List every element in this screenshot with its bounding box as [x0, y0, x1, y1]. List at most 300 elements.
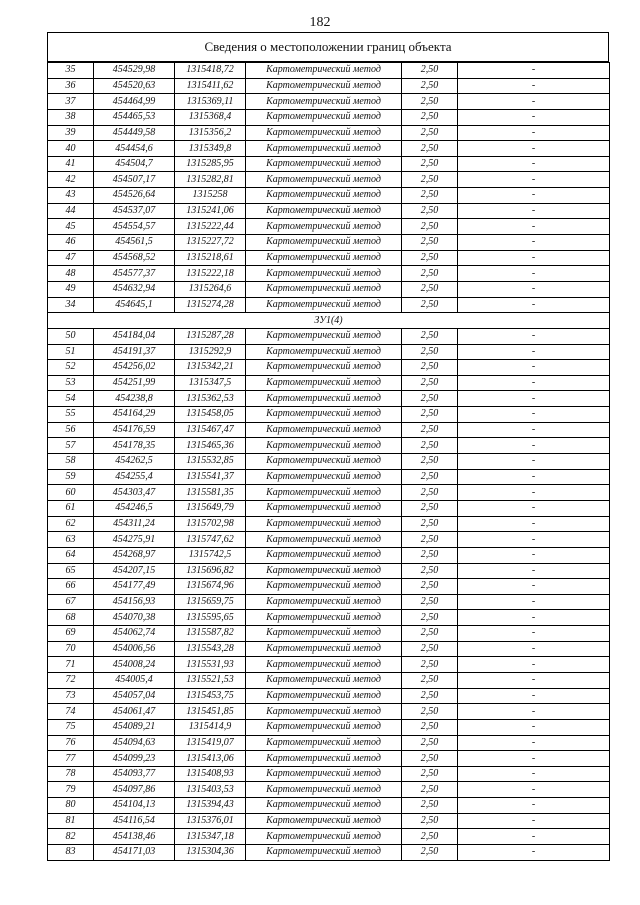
method-cell: Картометрический метод: [246, 657, 402, 673]
y-coordinate-cell: 1315369,11: [175, 94, 246, 110]
description-cell: -: [458, 344, 610, 360]
table-body: [48, 63, 610, 861]
method-cell: Картометрический метод: [246, 141, 402, 157]
y-coordinate-cell: 1315465,36: [175, 438, 246, 454]
description-cell: -: [458, 626, 610, 642]
x-coordinate-cell: 454449,58: [94, 125, 175, 141]
x-coordinate-cell: 454554,57: [94, 219, 175, 235]
table-row: [48, 766, 610, 782]
method-cell: Картометрический метод: [246, 454, 402, 470]
table-row: [48, 500, 610, 516]
point-number-cell: 44: [48, 203, 94, 219]
description-cell: -: [458, 829, 610, 845]
x-coordinate-cell: 454156,93: [94, 594, 175, 610]
method-cell: Картометрический метод: [246, 391, 402, 407]
method-cell: Картометрический метод: [246, 735, 402, 751]
accuracy-cell: 2,50: [402, 360, 458, 376]
x-coordinate-cell: 454275,91: [94, 532, 175, 548]
method-cell: Картометрический метод: [246, 172, 402, 188]
method-cell: Картометрический метод: [246, 469, 402, 485]
y-coordinate-cell: 1315362,53: [175, 391, 246, 407]
point-number-cell: 49: [48, 281, 94, 297]
point-number-cell: 59: [48, 469, 94, 485]
description-cell: -: [458, 235, 610, 251]
point-number-cell: 61: [48, 500, 94, 516]
x-coordinate-cell: 454177,49: [94, 579, 175, 595]
table-row: [48, 141, 610, 157]
table-row: [48, 375, 610, 391]
method-cell: Картометрический метод: [246, 375, 402, 391]
table-row: [48, 641, 610, 657]
table-row: [48, 563, 610, 579]
method-cell: Картометрический метод: [246, 813, 402, 829]
table-row: [48, 735, 610, 751]
x-coordinate-cell: 454093,77: [94, 766, 175, 782]
accuracy-cell: 2,50: [402, 125, 458, 141]
description-cell: -: [458, 281, 610, 297]
y-coordinate-cell: 1315403,53: [175, 782, 246, 798]
point-number-cell: 39: [48, 125, 94, 141]
point-number-cell: 53: [48, 375, 94, 391]
description-cell: -: [458, 188, 610, 204]
method-cell: Картометрический метод: [246, 438, 402, 454]
y-coordinate-cell: 1315342,21: [175, 360, 246, 376]
y-coordinate-cell: 1315659,75: [175, 594, 246, 610]
description-cell: -: [458, 454, 610, 470]
table-row: [48, 516, 610, 532]
method-cell: Картометрический метод: [246, 563, 402, 579]
table-row: [48, 266, 610, 282]
description-cell: -: [458, 688, 610, 704]
y-coordinate-cell: 1315356,2: [175, 125, 246, 141]
description-cell: -: [458, 485, 610, 501]
table-row: [48, 454, 610, 470]
table-row: [48, 281, 610, 297]
accuracy-cell: 2,50: [402, 641, 458, 657]
table-row: [48, 845, 610, 861]
y-coordinate-cell: 1315304,36: [175, 845, 246, 861]
point-number-cell: 50: [48, 328, 94, 344]
method-cell: Картометрический метод: [246, 281, 402, 297]
point-number-cell: 69: [48, 626, 94, 642]
y-coordinate-cell: 1315292,9: [175, 344, 246, 360]
x-coordinate-cell: 454526,64: [94, 188, 175, 204]
y-coordinate-cell: 1315408,93: [175, 766, 246, 782]
method-cell: Картометрический метод: [246, 829, 402, 845]
point-number-cell: 35: [48, 63, 94, 79]
accuracy-cell: 2,50: [402, 219, 458, 235]
method-cell: Картометрический метод: [246, 704, 402, 720]
method-cell: Картометрический метод: [246, 751, 402, 767]
method-cell: Картометрический метод: [246, 94, 402, 110]
method-cell: Картометрический метод: [246, 610, 402, 626]
method-cell: Картометрический метод: [246, 422, 402, 438]
description-cell: -: [458, 266, 610, 282]
description-cell: -: [458, 532, 610, 548]
point-number-cell: 83: [48, 845, 94, 861]
x-coordinate-cell: 454465,53: [94, 109, 175, 125]
point-number-cell: 72: [48, 672, 94, 688]
method-cell: Картометрический метод: [246, 407, 402, 423]
x-coordinate-cell: 454116,54: [94, 813, 175, 829]
table-row: [48, 704, 610, 720]
description-cell: -: [458, 641, 610, 657]
method-cell: Картометрический метод: [246, 78, 402, 94]
method-cell: Картометрический метод: [246, 798, 402, 814]
method-cell: Картометрический метод: [246, 579, 402, 595]
description-cell: -: [458, 547, 610, 563]
y-coordinate-cell: 1315376,01: [175, 813, 246, 829]
method-cell: Картометрический метод: [246, 250, 402, 266]
method-cell: Картометрический метод: [246, 782, 402, 798]
description-cell: -: [458, 219, 610, 235]
x-coordinate-cell: 454089,21: [94, 719, 175, 735]
x-coordinate-cell: 454057,04: [94, 688, 175, 704]
x-coordinate-cell: 454184,04: [94, 328, 175, 344]
point-number-cell: 58: [48, 454, 94, 470]
x-coordinate-cell: 454645,1: [94, 297, 175, 313]
x-coordinate-cell: 454520,63: [94, 78, 175, 94]
description-cell: -: [458, 594, 610, 610]
table-row: [48, 172, 610, 188]
accuracy-cell: 2,50: [402, 172, 458, 188]
point-number-cell: 45: [48, 219, 94, 235]
y-coordinate-cell: 1315274,28: [175, 297, 246, 313]
table-title: Сведения о местоположении границ объекта: [47, 32, 609, 62]
method-cell: Картометрический метод: [246, 344, 402, 360]
x-coordinate-cell: 454529,98: [94, 63, 175, 79]
point-number-cell: 78: [48, 766, 94, 782]
y-coordinate-cell: 1315227,72: [175, 235, 246, 251]
table-row: [48, 94, 610, 110]
description-cell: -: [458, 782, 610, 798]
point-number-cell: 67: [48, 594, 94, 610]
x-coordinate-cell: 454255,4: [94, 469, 175, 485]
x-coordinate-cell: 454207,15: [94, 563, 175, 579]
description-cell: -: [458, 94, 610, 110]
table-row: [48, 829, 610, 845]
accuracy-cell: 2,50: [402, 454, 458, 470]
point-number-cell: 64: [48, 547, 94, 563]
description-cell: -: [458, 438, 610, 454]
method-cell: Картометрический метод: [246, 845, 402, 861]
table-row: [48, 391, 610, 407]
description-cell: -: [458, 657, 610, 673]
description-cell: -: [458, 798, 610, 814]
y-coordinate-cell: 1315531,93: [175, 657, 246, 673]
point-number-cell: 41: [48, 156, 94, 172]
description-cell: -: [458, 672, 610, 688]
x-coordinate-cell: 454577,37: [94, 266, 175, 282]
accuracy-cell: 2,50: [402, 594, 458, 610]
x-coordinate-cell: 454176,59: [94, 422, 175, 438]
point-number-cell: 37: [48, 94, 94, 110]
x-coordinate-cell: 454454,6: [94, 141, 175, 157]
table-row: [48, 344, 610, 360]
point-number-cell: 70: [48, 641, 94, 657]
point-number-cell: 38: [48, 109, 94, 125]
accuracy-cell: 2,50: [402, 281, 458, 297]
point-number-cell: 40: [48, 141, 94, 157]
point-number-cell: 56: [48, 422, 94, 438]
y-coordinate-cell: 1315532,85: [175, 454, 246, 470]
table-row: [48, 579, 610, 595]
accuracy-cell: 2,50: [402, 672, 458, 688]
description-cell: -: [458, 203, 610, 219]
point-number-cell: 48: [48, 266, 94, 282]
accuracy-cell: 2,50: [402, 547, 458, 563]
accuracy-cell: 2,50: [402, 250, 458, 266]
y-coordinate-cell: 1315543,28: [175, 641, 246, 657]
y-coordinate-cell: 1315347,18: [175, 829, 246, 845]
x-coordinate-cell: 454164,29: [94, 407, 175, 423]
point-number-cell: 60: [48, 485, 94, 501]
accuracy-cell: 2,50: [402, 845, 458, 861]
description-cell: -: [458, 156, 610, 172]
y-coordinate-cell: 1315287,28: [175, 328, 246, 344]
boundary-coordinates-table: [47, 62, 610, 861]
x-coordinate-cell: 454561,5: [94, 235, 175, 251]
point-number-cell: 47: [48, 250, 94, 266]
y-coordinate-cell: 1315285,95: [175, 156, 246, 172]
table-row: [48, 688, 610, 704]
point-number-cell: 77: [48, 751, 94, 767]
x-coordinate-cell: 454008,24: [94, 657, 175, 673]
x-coordinate-cell: 454568,52: [94, 250, 175, 266]
table-row: [48, 672, 610, 688]
table-row: [48, 469, 610, 485]
table-row: [48, 485, 610, 501]
accuracy-cell: 2,50: [402, 798, 458, 814]
table-row: [48, 109, 610, 125]
accuracy-cell: 2,50: [402, 266, 458, 282]
point-number-cell: 55: [48, 407, 94, 423]
accuracy-cell: 2,50: [402, 485, 458, 501]
x-coordinate-cell: 454246,5: [94, 500, 175, 516]
point-number-cell: 43: [48, 188, 94, 204]
table-row: [48, 594, 610, 610]
point-number-cell: 80: [48, 798, 94, 814]
point-number-cell: 66: [48, 579, 94, 595]
description-cell: -: [458, 719, 610, 735]
y-coordinate-cell: 1315222,18: [175, 266, 246, 282]
y-coordinate-cell: 1315414,9: [175, 719, 246, 735]
method-cell: Картометрический метод: [246, 626, 402, 642]
description-cell: -: [458, 563, 610, 579]
method-cell: Картометрический метод: [246, 203, 402, 219]
accuracy-cell: 2,50: [402, 782, 458, 798]
method-cell: Картометрический метод: [246, 532, 402, 548]
y-coordinate-cell: 1315258: [175, 188, 246, 204]
method-cell: Картометрический метод: [246, 547, 402, 563]
accuracy-cell: 2,50: [402, 94, 458, 110]
accuracy-cell: 2,50: [402, 563, 458, 579]
method-cell: Картометрический метод: [246, 719, 402, 735]
table-row: [48, 798, 610, 814]
x-coordinate-cell: 454504,7: [94, 156, 175, 172]
point-number-cell: 74: [48, 704, 94, 720]
description-cell: -: [458, 516, 610, 532]
y-coordinate-cell: 1315458,05: [175, 407, 246, 423]
table-row: [48, 156, 610, 172]
description-cell: -: [458, 172, 610, 188]
accuracy-cell: 2,50: [402, 297, 458, 313]
table-row: [48, 78, 610, 94]
table-row: [48, 297, 610, 313]
method-cell: Картометрический метод: [246, 125, 402, 141]
accuracy-cell: 2,50: [402, 766, 458, 782]
accuracy-cell: 2,50: [402, 109, 458, 125]
description-cell: -: [458, 391, 610, 407]
description-cell: -: [458, 766, 610, 782]
x-coordinate-cell: 454311,24: [94, 516, 175, 532]
description-cell: -: [458, 63, 610, 79]
point-number-cell: 42: [48, 172, 94, 188]
point-number-cell: 34: [48, 297, 94, 313]
method-cell: Картометрический метод: [246, 516, 402, 532]
method-cell: Картометрический метод: [246, 360, 402, 376]
x-coordinate-cell: 454006,56: [94, 641, 175, 657]
table-row: [48, 407, 610, 423]
method-cell: Картометрический метод: [246, 63, 402, 79]
x-coordinate-cell: 454104,13: [94, 798, 175, 814]
accuracy-cell: 2,50: [402, 688, 458, 704]
method-cell: Картометрический метод: [246, 188, 402, 204]
accuracy-cell: 2,50: [402, 626, 458, 642]
description-cell: -: [458, 328, 610, 344]
method-cell: Картометрический метод: [246, 156, 402, 172]
description-cell: -: [458, 78, 610, 94]
point-number-cell: 82: [48, 829, 94, 845]
description-cell: -: [458, 704, 610, 720]
description-cell: -: [458, 735, 610, 751]
method-cell: Картометрический метод: [246, 688, 402, 704]
accuracy-cell: 2,50: [402, 813, 458, 829]
x-coordinate-cell: 454238,8: [94, 391, 175, 407]
accuracy-cell: 2,50: [402, 532, 458, 548]
accuracy-cell: 2,50: [402, 657, 458, 673]
table-row: [48, 250, 610, 266]
y-coordinate-cell: 1315747,62: [175, 532, 246, 548]
x-coordinate-cell: 454171,03: [94, 845, 175, 861]
y-coordinate-cell: 1315451,85: [175, 704, 246, 720]
y-coordinate-cell: 1315264,6: [175, 281, 246, 297]
table-row: [48, 360, 610, 376]
accuracy-cell: 2,50: [402, 235, 458, 251]
method-cell: Картометрический метод: [246, 500, 402, 516]
table-row: [48, 219, 610, 235]
point-number-cell: 79: [48, 782, 94, 798]
description-cell: -: [458, 109, 610, 125]
table-row: [48, 782, 610, 798]
y-coordinate-cell: 1315368,4: [175, 109, 246, 125]
y-coordinate-cell: 1315702,98: [175, 516, 246, 532]
description-cell: -: [458, 360, 610, 376]
accuracy-cell: 2,50: [402, 751, 458, 767]
accuracy-cell: 2,50: [402, 78, 458, 94]
method-cell: Картометрический метод: [246, 672, 402, 688]
y-coordinate-cell: 1315411,62: [175, 78, 246, 94]
table-row: [48, 235, 610, 251]
description-cell: -: [458, 469, 610, 485]
table-row: [48, 813, 610, 829]
accuracy-cell: 2,50: [402, 516, 458, 532]
table-row: [48, 610, 610, 626]
y-coordinate-cell: 1315347,5: [175, 375, 246, 391]
y-coordinate-cell: 1315349,8: [175, 141, 246, 157]
point-number-cell: 65: [48, 563, 94, 579]
method-cell: Картометрический метод: [246, 266, 402, 282]
y-coordinate-cell: 1315222,44: [175, 219, 246, 235]
accuracy-cell: 2,50: [402, 719, 458, 735]
table-row: [48, 125, 610, 141]
y-coordinate-cell: 1315418,72: [175, 63, 246, 79]
y-coordinate-cell: 1315453,75: [175, 688, 246, 704]
x-coordinate-cell: 454256,02: [94, 360, 175, 376]
method-cell: Картометрический метод: [246, 219, 402, 235]
y-coordinate-cell: 1315521,53: [175, 672, 246, 688]
accuracy-cell: 2,50: [402, 328, 458, 344]
table-row: [48, 751, 610, 767]
x-coordinate-cell: 454262,5: [94, 454, 175, 470]
section-label: ЗУ1(4): [48, 313, 610, 329]
x-coordinate-cell: 454094,63: [94, 735, 175, 751]
point-number-cell: 63: [48, 532, 94, 548]
accuracy-cell: 2,50: [402, 579, 458, 595]
y-coordinate-cell: 1315595,65: [175, 610, 246, 626]
y-coordinate-cell: 1315587,82: [175, 626, 246, 642]
point-number-cell: 76: [48, 735, 94, 751]
x-coordinate-cell: 454005,4: [94, 672, 175, 688]
table-row: [48, 657, 610, 673]
y-coordinate-cell: 1315467,47: [175, 422, 246, 438]
y-coordinate-cell: 1315581,35: [175, 485, 246, 501]
point-number-cell: 52: [48, 360, 94, 376]
accuracy-cell: 2,50: [402, 156, 458, 172]
x-coordinate-cell: 454099,23: [94, 751, 175, 767]
point-number-cell: 75: [48, 719, 94, 735]
point-number-cell: 51: [48, 344, 94, 360]
x-coordinate-cell: 454178,35: [94, 438, 175, 454]
description-cell: -: [458, 500, 610, 516]
point-number-cell: 46: [48, 235, 94, 251]
x-coordinate-cell: 454070,38: [94, 610, 175, 626]
page-number: 182: [309, 15, 331, 30]
y-coordinate-cell: 1315674,96: [175, 579, 246, 595]
section-row: [48, 313, 610, 329]
y-coordinate-cell: 1315742,5: [175, 547, 246, 563]
y-coordinate-cell: 1315696,82: [175, 563, 246, 579]
method-cell: Картометрический метод: [246, 594, 402, 610]
accuracy-cell: 2,50: [402, 704, 458, 720]
table-row: [48, 188, 610, 204]
point-number-cell: 62: [48, 516, 94, 532]
method-cell: Картометрический метод: [246, 485, 402, 501]
point-number-cell: 54: [48, 391, 94, 407]
description-cell: -: [458, 407, 610, 423]
x-coordinate-cell: 454062,74: [94, 626, 175, 642]
accuracy-cell: 2,50: [402, 610, 458, 626]
x-coordinate-cell: 454097,86: [94, 782, 175, 798]
x-coordinate-cell: 454138,46: [94, 829, 175, 845]
table-row: [48, 203, 610, 219]
x-coordinate-cell: 454251,99: [94, 375, 175, 391]
y-coordinate-cell: 1315241,06: [175, 203, 246, 219]
accuracy-cell: 2,50: [402, 203, 458, 219]
y-coordinate-cell: 1315649,79: [175, 500, 246, 516]
method-cell: Картометрический метод: [246, 328, 402, 344]
accuracy-cell: 2,50: [402, 407, 458, 423]
